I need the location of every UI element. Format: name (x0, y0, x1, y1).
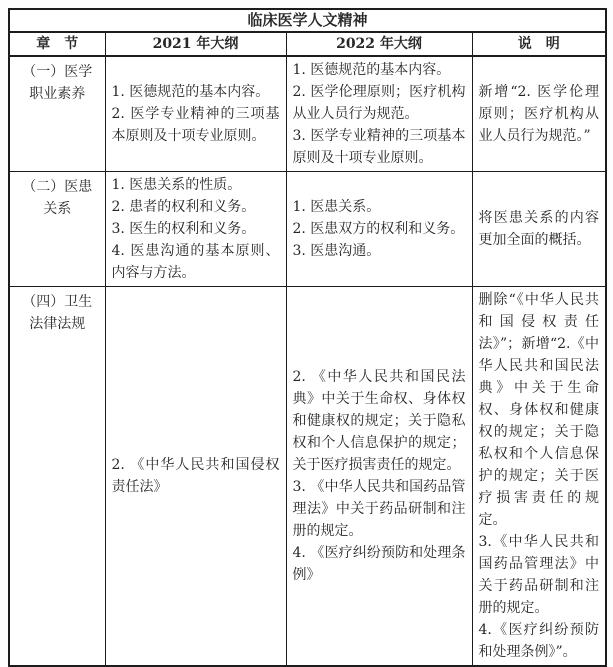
note-cell (472, 56, 606, 172)
paragraph: 3. 《中华人民共和国药品管理法》中关于药品研制和注册的规定。 (292, 479, 466, 539)
content-cell-2021 (105, 172, 286, 287)
column-header-2022: 2022 年大纲 (286, 32, 472, 56)
table-row (9, 287, 606, 667)
column-header-note: 说 明 (472, 32, 606, 56)
paragraph: 1. 医患关系的性质。 (111, 177, 242, 193)
paragraph: 2. 医患双方的权利和义务。 (292, 221, 465, 237)
paragraph: 1. 医患关系。 (292, 199, 381, 215)
paragraph: 1. 医德规范的基本内容。 (111, 84, 270, 100)
column-header-2021: 2021 年大纲 (105, 32, 286, 56)
paragraph: 3. 医学专业精神的三项基本原则及十项专业原则。 (292, 128, 466, 166)
chapter-cell: （四）卫生法律法规 (9, 287, 105, 667)
table-title: 临床医学人文精神 (9, 9, 606, 32)
content-cell-2022 (286, 56, 472, 172)
content-cell-2021 (105, 287, 286, 667)
table-row (9, 172, 606, 287)
paragraph: 删除“《中华人民共和国侵权责任法》”；新增“2.《中华人民共和国民法典》中关于生命权、身体权和健康权的规定；关于隐私权和个人信息保护的规定；关于医疗损害责任的规定。 (478, 292, 600, 528)
paragraph: 2. 《中华人民共和国民法典》中关于生命权、身体权和健康权的规定；关于隐私权和个人信息保护的规定；关于医疗损害责任的规定。 (292, 369, 466, 473)
paragraph: 4. 《医疗纠纷预防和处理条例》 (292, 545, 466, 583)
paragraph: 2. 患者的权利和义务。 (111, 199, 256, 215)
content-cell-2022 (286, 172, 472, 287)
chapter-cell: （一）医学职业素养 (9, 56, 105, 172)
paragraph: 新增“2. 医学伦理原则；医疗机构从业人员行为规范。” (478, 84, 600, 144)
chapter-cell: （二）医患关系 (9, 172, 105, 287)
paragraph: 4. 医患沟通的基本原则、内容与方法。 (111, 243, 280, 281)
paragraph: 1. 医德规范的基本内容。 (292, 62, 451, 78)
paragraph: 2. 医学伦理原则；医疗机构从业人员行为规范。 (292, 84, 466, 122)
table-row (9, 56, 606, 172)
note-cell (472, 172, 606, 287)
paragraph: 3.《中华人民共和国药品管理法》中关于药品研制和注册的规定。 (478, 534, 600, 616)
column-header-chapter: 章 节 (9, 32, 105, 56)
paragraph: 3. 医患沟通。 (292, 243, 381, 259)
paragraph: 3. 医生的权利和义务。 (111, 221, 256, 237)
content-cell-2022 (286, 287, 472, 667)
paragraph: 2. 《中华人民共和国侵权责任法》 (111, 457, 280, 495)
comparison-table (8, 8, 607, 667)
note-cell (472, 287, 606, 667)
paragraph: 将医患关系的内容更加全面的概括。 (478, 210, 600, 248)
content-cell-2021 (105, 56, 286, 172)
paragraph: 4.《医疗纠纷预防和处理条例》”。 (478, 622, 600, 660)
paragraph: 2. 医学专业精神的三项基本原则及十项专业原则。 (111, 106, 280, 144)
